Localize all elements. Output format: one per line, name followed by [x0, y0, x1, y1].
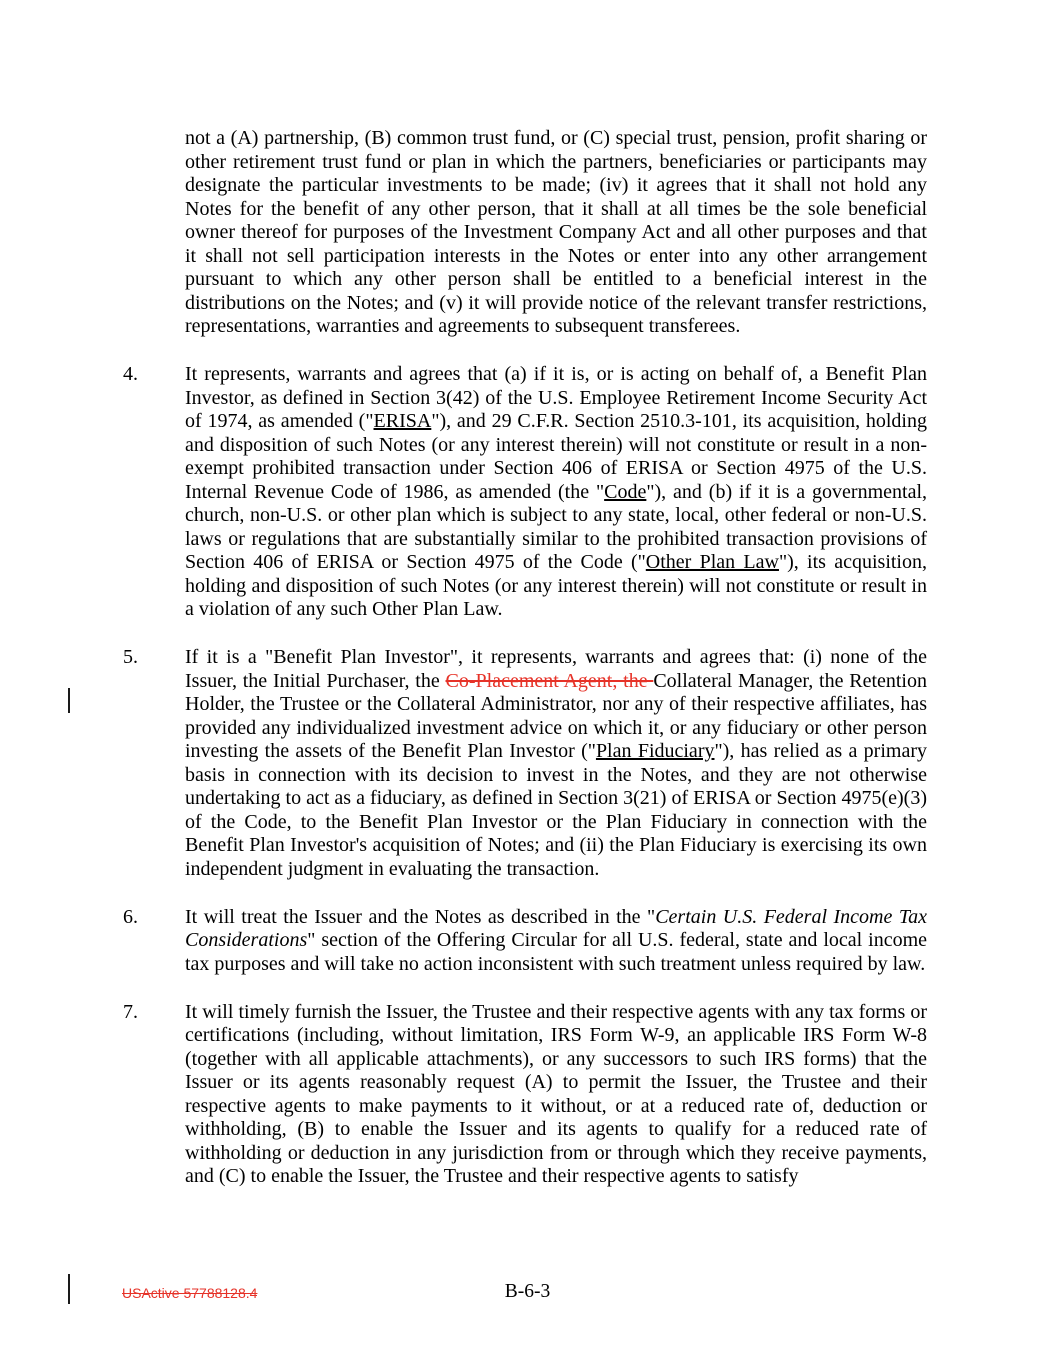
text-segment: "), has relied as a primary basis in connection with its decision to invest in the Notes, and they are not otherwise undertaking to act as a fiduciary, as defined in Section 3(21) of ERISA or Section 4975(e)(3) of the Code, to the Benefit Plan Investor or the Plan Fiduciary in connection with the Benefit Plan Investor's acquisition of Notes; and (ii) the Plan Fiduciary is exercising its own independent judgment in evaluating the transaction. — [185, 740, 927, 880]
text-segment: If it is a "Benefit Plan Investor", it represents, warrants and agrees that: (i) none of the Issuer, the Initial Purchaser, the — [185, 646, 927, 692]
deleted-text: Co-Placement Agent, the — [445, 669, 654, 692]
text-segment: It will timely furnish the Issuer, the Trustee and their respective agents with any tax forms or certifications (including, without limitation, IRS Form W-9, an applicable IRS Form W-8 (together with all applicable attachments), or any successors to such IRS forms) that the Issuer or its agents reasonably request (A) to permit the Issuer, the Trustee and their respective agents to make payments to it without, or at a reduced rate of, deduction or withholding, (B) to enable the Issuer and its agents to qualify for a reduced rate of withholding or deduction in any jurisdiction from or through which they receive payments, and (C) to enable the Issuer, the Trustee and their respective agents to satisfy — [185, 1000, 927, 1187]
text-segment: Collateral Manager, the Retention Holder, the Trustee or the Collateral Administrator, nor any of their respective affiliates, has provided any individualized investment advice on which it, or any fiduciary or other person investing the assets of the Benefit Plan Investor (" — [185, 669, 927, 762]
text-segment: " section of the Offering Circular for all U.S. federal, state and local income tax purposes and will take no action inconsistent with such treatment unless required by law. — [185, 929, 927, 975]
defined-term: ERISA — [373, 410, 432, 432]
italic-reference: Certain U.S. Federal Income Tax Considerations — [185, 905, 927, 951]
change-bar-paragraph-5 — [68, 688, 70, 713]
numbered-paragraph-4 — [123, 363, 928, 622]
footer-page-number: B-6-3 — [504, 1281, 551, 1302]
numbered-paragraph-7 — [123, 1000, 927, 1189]
paragraph-number: 5. — [123, 646, 138, 668]
defined-term: Other Plan Law — [645, 551, 779, 573]
text-segment: "), its acquisition, holding and disposition of such Notes (or any interest therein) will not constitute or result in a violation of any such Other Plan Law. — [185, 551, 927, 620]
numbered-paragraph-5 — [123, 646, 927, 881]
defined-term: Code — [604, 480, 647, 503]
text-segment: "), and (b) if it is a governmental, church, non-U.S. or other plan which is subject to any state, local, other federal or non-U.S. laws or regulations that are substantially similar to the prohibited transaction provisions of Section 406 of ERISA or Section 4975 of the Code (" — [185, 480, 928, 573]
text-segment: It will treat the Issuer and the Notes as described in the " — [185, 905, 656, 928]
text-segment: "), and 29 C.F.R. Section 2510.3-101, its acquisition, holding and disposition of such Notes (or any interest therein) will not constitute or result in a non-exempt prohibited transaction under Section 406 of ERISA or Section 4975 of the U.S. Internal Revenue Code of 1986, as amended (the " — [185, 410, 927, 503]
paragraph-number: 4. — [123, 363, 138, 385]
text-segment: It represents, warrants and agrees that (a) if it is, or is acting on behalf of, a Benefit Plan Investor, as defined in Section 3(42) of the U.S. Employee Retirement Income Security Act of 1974, as amended (" — [185, 363, 927, 432]
continuation-paragraph — [185, 127, 927, 339]
text-segment: not a (A) partnership, (B) common trust fund, or (C) special trust, pension, profit sharing or other retirement trust fund or plan in which the partners, beneficiaries or participants may designate the particular investments to be made; (iv) it agrees that it shall not hold any Notes for the benefit of any other person, that it shall at all times be the sole beneficial owner thereof for purposes of the Investment Company Act and all other purposes and that it shall not sell participation interests in the Notes or enter into any other arrangement pursuant to which any other person shall be entitled to a beneficial interest in the distributions on the Notes; and (v) it will provide notice of the relevant transfer restrictions, representations, warranties and agreements to subsequent transferees. — [185, 127, 927, 337]
paragraph-number: 6. — [123, 905, 138, 928]
paragraph-number: 7. — [123, 1000, 138, 1023]
paragraph-list — [123, 127, 928, 1189]
numbered-paragraph-6 — [123, 905, 927, 977]
footer-doc-id: USActive 57788128.4 — [122, 1285, 258, 1301]
defined-term: Plan Fiduciary — [595, 740, 715, 762]
